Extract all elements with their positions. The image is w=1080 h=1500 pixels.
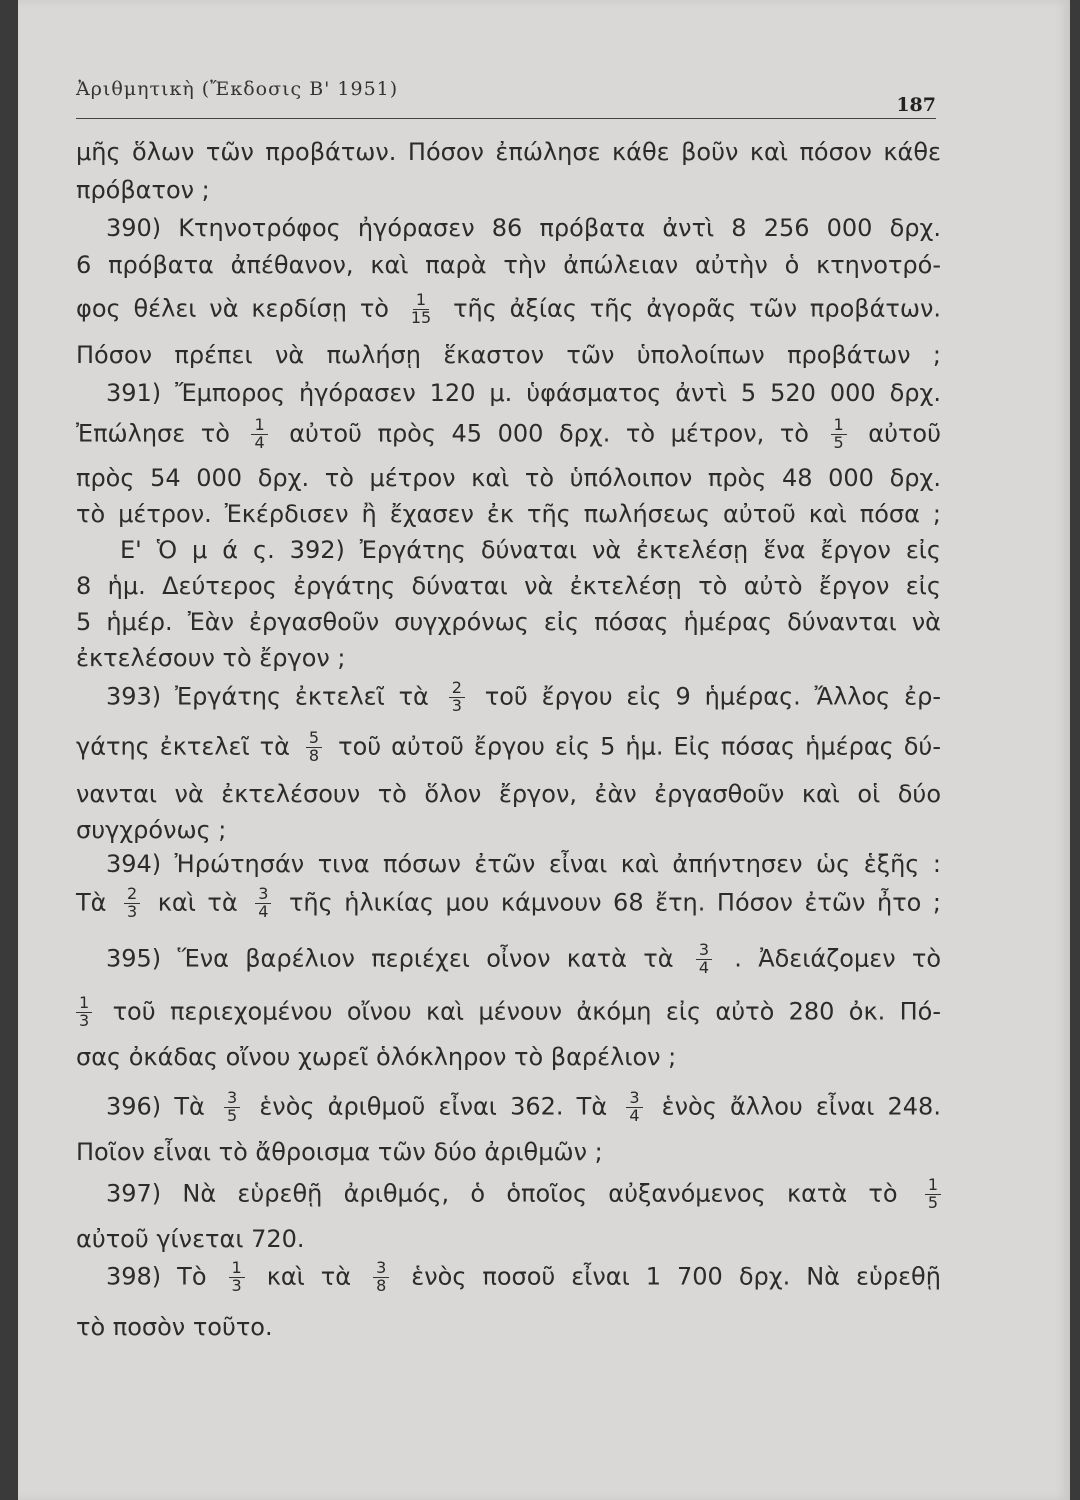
problem-391: 391) Ἔμπορος ἠγόρασεν 120 μ. ὑφάσματος ἀντὶ 5 520 000 δρχ. <box>106 379 941 407</box>
text-line: τὸ μέτρον. Ἐκέρδισεν ἢ ἔχασεν ἐκ τῆς πωλήσεως αὐτοῦ καὶ πόσα ; <box>76 500 941 528</box>
text-line: 6 πρόβατα ἀπέθανον, καὶ παρὰ τὴν ἀπώλειαν αὐτὴν ὁ κτηνοτρό- <box>76 251 941 279</box>
fraction: $\frac{3}{4}$ <box>255 886 271 921</box>
fraction: $\frac{3}{4}$ <box>626 1090 642 1125</box>
text-line: μῆς ὅλων τῶν προβάτων. Πόσον ἐπώλησε κάθε βοῦν καὶ πόσον κάθε <box>76 138 941 166</box>
text-line: 8 ἡμ. Δεύτερος ἐργάτης δύναται νὰ ἐκτελέσῃ τὸ αὐτὸ ἔργον εἰς <box>76 572 941 600</box>
problem-392: Ε' Ὁ μ ά ς. 392) Ἐργάτης δύναται νὰ ἐκτελέσῃ ἕνα ἔργον εἰς <box>120 536 941 564</box>
text-line: σας ὀκάδας οἴνου χωρεῖ ὁλόκληρον τὸ βαρέλιον ; <box>76 1043 677 1071</box>
fraction: $\frac{3}{8}$ <box>373 1260 389 1295</box>
fraction: $\frac{3}{5}$ <box>224 1090 240 1125</box>
fraction: $\frac{5}{8}$ <box>306 730 322 765</box>
text-line: Ποῖον εἶναι τὸ ἄθροισμα τῶν δύο ἀριθμῶν ; <box>76 1138 603 1166</box>
text-line: Πόσον πρέπει νὰ πωλήσῃ ἕκαστον τῶν ὑπολοίπων προβάτων ; <box>76 341 941 369</box>
problem-397: 397) Νὰ εὑρεθῇ ἀριθμός, ὁ ὁποῖος αὐξανόμενος κατὰ τὸ $\frac{1}{5}$ <box>106 1177 941 1212</box>
fraction: $\frac{2}{3}$ <box>449 680 465 715</box>
book-page <box>18 0 1070 1500</box>
fraction: $\frac{1}{5}$ <box>831 417 847 452</box>
problem-394: 394) Ἠρώτησάν τινα πόσων ἐτῶν εἶναι καὶ ἀπήντησεν ὡς ἑξῆς : <box>106 850 941 878</box>
page-number: 187 <box>896 94 936 116</box>
fraction: $\frac{2}{3}$ <box>124 886 140 921</box>
text-line: Τὰ $\frac{2}{3}$ καὶ τὰ $\frac{3}{4}$ τῆς ἡλικίας μου κάμνουν 68 ἔτη. Πόσον ἐτῶν ἦτο ; <box>76 884 941 921</box>
problem-395: 395) Ἕνα βαρέλιον περιέχει οἶνον κατὰ τὰ $\frac{3}{4}$ . Ἀδειάζομεν τὸ <box>106 940 941 977</box>
fraction: $\frac{1}{15}$ <box>410 290 432 327</box>
problem-393: 393) Ἐργάτης ἐκτελεῖ τὰ $\frac{2}{3}$ τοῦ ἔργου εἰς 9 ἡμέρας. Ἄλλος ἐρ- <box>106 678 941 715</box>
text-line: ἐκτελέσουν τὸ ἔργον ; <box>76 644 346 672</box>
text-line: γάτης ἐκτελεῖ τὰ $\frac{5}{8}$ τοῦ αὐτοῦ ἔργου εἰς 5 ἡμ. Εἰς πόσας ἡμέρας δύ- <box>76 728 941 765</box>
fraction: $\frac{1}{4}$ <box>251 417 267 452</box>
text-line: αὐτοῦ γίνεται 720. <box>76 1225 305 1253</box>
problem-398: 398) Τὸ $\frac{1}{3}$ καὶ τὰ $\frac{3}{8}$ ἑνὸς ποσοῦ εἶναι 1 700 δρχ. Νὰ εὑρεθῇ <box>106 1258 941 1295</box>
text-line: τὸ ποσὸν τοῦτο. <box>76 1313 273 1341</box>
header-title: Ἀριθμητικὴ (Ἔκδοσις Β' 1951) <box>76 78 399 100</box>
problem-396: 396) Τὰ $\frac{3}{5}$ ἑνὸς ἀριθμοῦ εἶναι 362. Τὰ $\frac{3}{4}$ ἑνὸς ἄλλου εἶναι 248. <box>106 1088 941 1125</box>
text-line: $\frac{1}{3}$ τοῦ περιεχομένου οἴνου καὶ μένουν ἀκόμη εἰς αὐτὸ 280 ὀκ. Πό- <box>76 995 941 1030</box>
fraction: $\frac{1}{3}$ <box>229 1260 245 1295</box>
problem-390: 390) Κτηνοτρόφος ἠγόρασεν 86 πρόβατα ἀντὶ 8 256 000 δρχ. <box>106 214 941 242</box>
text-line: 5 ἡμέρ. Ἐὰν ἐργασθοῦν συγχρόνως εἰς πόσας ἡμέρας δύνανται νὰ <box>76 608 941 636</box>
fraction: $\frac{1}{3}$ <box>76 995 92 1030</box>
running-header <box>76 78 936 119</box>
text-line: πρόβατον ; <box>76 176 210 204</box>
text-line: Ἐπώλησε τὸ $\frac{1}{4}$ αὐτοῦ πρὸς 45 000 δρχ. τὸ μέτρον, τὸ $\frac{1}{5}$ αὐτοῦ <box>76 415 941 452</box>
text-line: συγχρόνως ; <box>76 816 227 844</box>
fraction: $\frac{1}{5}$ <box>925 1177 941 1212</box>
text-line: φος θέλει νὰ κερδίσῃ τὸ $\frac{1}{15}$ τῆς ἀξίας τῆς ἀγορᾶς τῶν προβάτων. <box>76 290 941 327</box>
text-line: πρὸς 54 000 δρχ. τὸ μέτρον καὶ τὸ ὑπόλοιπον πρὸς 48 000 δρχ. <box>76 464 941 492</box>
text-line: νανται νὰ ἐκτελέσουν τὸ ὅλον ἔργον, ἐὰν ἐργασθοῦν καὶ οἱ δύο <box>76 780 941 808</box>
fraction: $\frac{3}{4}$ <box>696 942 712 977</box>
